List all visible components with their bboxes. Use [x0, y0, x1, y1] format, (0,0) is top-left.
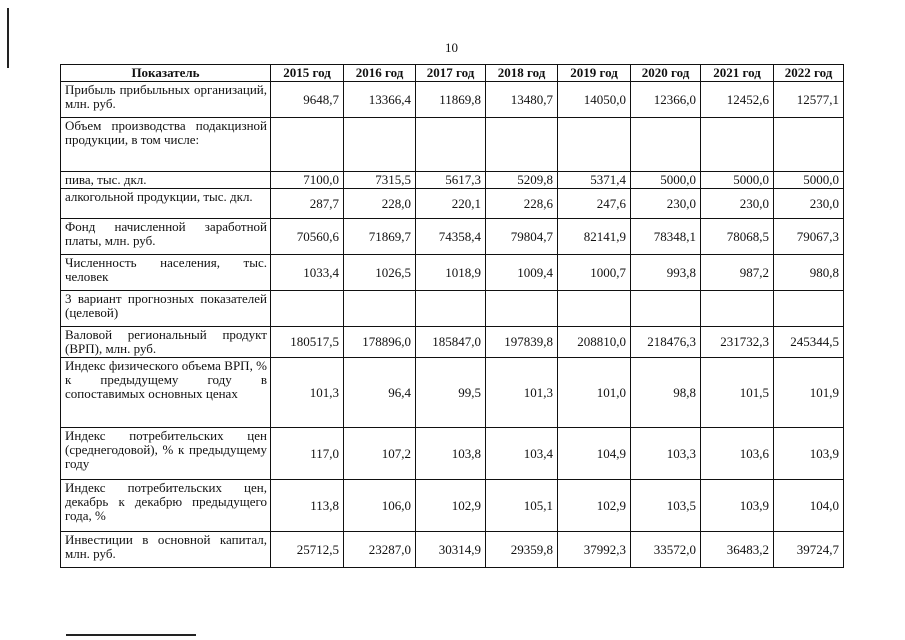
- value-cell-2019: [558, 118, 631, 172]
- value-cell-2016: 23287,0: [344, 532, 416, 568]
- value-cell-2017: [416, 118, 486, 172]
- value-cell-2020: 5000,0: [631, 172, 701, 189]
- value-cell-2021: 5000,0: [701, 172, 774, 189]
- header-year-2021: 2021 год: [701, 65, 774, 82]
- table-row: [61, 189, 844, 219]
- header-year-2022: 2022 год: [774, 65, 844, 82]
- row-label: Индекс физического объема ВРП, % к предыдущему году в сопоставимых основных ценах: [61, 358, 271, 428]
- row-label: Валовой региональный продукт (ВРП), млн. руб.: [61, 327, 271, 358]
- table-row: [61, 118, 844, 172]
- value-cell-2020: 993,8: [631, 255, 701, 291]
- row-label: Индекс потребительских цен, декабрь к декабрю предыдущего года, %: [61, 480, 271, 532]
- row-label: Инвестиции в основной капитал, млн. руб.: [61, 532, 271, 568]
- value-cell-2019: 14050,0: [558, 82, 631, 118]
- value-cell-2018: 29359,8: [486, 532, 558, 568]
- header-year-2018: 2018 год: [486, 65, 558, 82]
- value-cell-2020: 218476,3: [631, 327, 701, 358]
- table-row: [61, 219, 844, 255]
- value-cell-2017: 5617,3: [416, 172, 486, 189]
- value-cell-2021: 78068,5: [701, 219, 774, 255]
- header-year-2019: 2019 год: [558, 65, 631, 82]
- value-cell-2020: 33572,0: [631, 532, 701, 568]
- value-cell-2022: 5000,0: [774, 172, 844, 189]
- value-cell-2015: 117,0: [271, 428, 344, 480]
- value-cell-2019: 5371,4: [558, 172, 631, 189]
- header-year-2017: 2017 год: [416, 65, 486, 82]
- value-cell-2018: [486, 118, 558, 172]
- value-cell-2020: 103,5: [631, 480, 701, 532]
- row-label: Прибыль прибыльных организаций, млн. руб.: [61, 82, 271, 118]
- value-cell-2016: 7315,5: [344, 172, 416, 189]
- value-cell-2018: 5209,8: [486, 172, 558, 189]
- value-cell-2015: 25712,5: [271, 532, 344, 568]
- row-label: 3 вариант прогнозных показателей (целевой): [61, 291, 271, 327]
- value-cell-2021: 103,9: [701, 480, 774, 532]
- value-cell-2018: 1009,4: [486, 255, 558, 291]
- value-cell-2022: 101,9: [774, 358, 844, 428]
- value-cell-2020: [631, 291, 701, 327]
- value-cell-2018: 197839,8: [486, 327, 558, 358]
- table-row: [61, 532, 844, 568]
- value-cell-2015: [271, 118, 344, 172]
- value-cell-2016: [344, 291, 416, 327]
- value-cell-2017: 99,5: [416, 358, 486, 428]
- value-cell-2015: 101,3: [271, 358, 344, 428]
- value-cell-2018: [486, 291, 558, 327]
- value-cell-2017: 74358,4: [416, 219, 486, 255]
- value-cell-2019: 37992,3: [558, 532, 631, 568]
- value-cell-2022: 79067,3: [774, 219, 844, 255]
- value-cell-2020: 103,3: [631, 428, 701, 480]
- value-cell-2015: 113,8: [271, 480, 344, 532]
- value-cell-2020: 230,0: [631, 189, 701, 219]
- value-cell-2021: 36483,2: [701, 532, 774, 568]
- value-cell-2016: 96,4: [344, 358, 416, 428]
- table-body: [61, 82, 844, 568]
- value-cell-2017: [416, 291, 486, 327]
- value-cell-2015: 180517,5: [271, 327, 344, 358]
- value-cell-2018: 101,3: [486, 358, 558, 428]
- value-cell-2022: [774, 118, 844, 172]
- header-indicator: Показатель: [61, 65, 271, 82]
- value-cell-2022: 245344,5: [774, 327, 844, 358]
- value-cell-2015: [271, 291, 344, 327]
- scan-edge-bar: [7, 8, 9, 68]
- value-cell-2015: 9648,7: [271, 82, 344, 118]
- row-label: Индекс потребительских цен (среднегодовой), % к предыдущему году: [61, 428, 271, 480]
- table-header-row: [61, 65, 844, 82]
- value-cell-2020: 98,8: [631, 358, 701, 428]
- table-row: [61, 82, 844, 118]
- table-row: [61, 255, 844, 291]
- value-cell-2016: 178896,0: [344, 327, 416, 358]
- value-cell-2017: 30314,9: [416, 532, 486, 568]
- footnote-rule: [66, 634, 196, 636]
- value-cell-2016: 1026,5: [344, 255, 416, 291]
- value-cell-2022: [774, 291, 844, 327]
- value-cell-2021: 230,0: [701, 189, 774, 219]
- value-cell-2017: 1018,9: [416, 255, 486, 291]
- page-number: 10: [445, 40, 458, 55]
- header-year-2015: 2015 год: [271, 65, 344, 82]
- value-cell-2019: 1000,7: [558, 255, 631, 291]
- value-cell-2019: 101,0: [558, 358, 631, 428]
- value-cell-2021: [701, 118, 774, 172]
- value-cell-2020: [631, 118, 701, 172]
- value-cell-2018: 103,4: [486, 428, 558, 480]
- value-cell-2017: 102,9: [416, 480, 486, 532]
- value-cell-2019: [558, 291, 631, 327]
- row-label: Численность населения, тыс. человек: [61, 255, 271, 291]
- row-label: алкогольной продукции, тыс. дкл.: [61, 189, 271, 219]
- table-row: [61, 480, 844, 532]
- value-cell-2022: 39724,7: [774, 532, 844, 568]
- value-cell-2021: [701, 291, 774, 327]
- value-cell-2015: 1033,4: [271, 255, 344, 291]
- table-row: [61, 172, 844, 189]
- value-cell-2019: 104,9: [558, 428, 631, 480]
- value-cell-2018: 228,6: [486, 189, 558, 219]
- value-cell-2018: 105,1: [486, 480, 558, 532]
- value-cell-2021: 103,6: [701, 428, 774, 480]
- value-cell-2022: 104,0: [774, 480, 844, 532]
- value-cell-2017: 11869,8: [416, 82, 486, 118]
- value-cell-2020: 12366,0: [631, 82, 701, 118]
- header-year-2020: 2020 год: [631, 65, 701, 82]
- table-row: [61, 358, 844, 428]
- value-cell-2015: 70560,6: [271, 219, 344, 255]
- value-cell-2019: 247,6: [558, 189, 631, 219]
- table-row: [61, 428, 844, 480]
- value-cell-2022: 103,9: [774, 428, 844, 480]
- indicators-table: [60, 64, 844, 568]
- row-label: пива, тыс. дкл.: [61, 172, 271, 189]
- table-row: [61, 327, 844, 358]
- value-cell-2016: 106,0: [344, 480, 416, 532]
- value-cell-2019: 82141,9: [558, 219, 631, 255]
- value-cell-2022: 230,0: [774, 189, 844, 219]
- header-year-2016: 2016 год: [344, 65, 416, 82]
- row-label: Объем производства подакцизной продукции, в том числе:: [61, 118, 271, 172]
- value-cell-2022: 12577,1: [774, 82, 844, 118]
- value-cell-2021: 987,2: [701, 255, 774, 291]
- value-cell-2016: 107,2: [344, 428, 416, 480]
- value-cell-2021: 12452,6: [701, 82, 774, 118]
- value-cell-2018: 13480,7: [486, 82, 558, 118]
- value-cell-2021: 101,5: [701, 358, 774, 428]
- value-cell-2017: 185847,0: [416, 327, 486, 358]
- value-cell-2016: 228,0: [344, 189, 416, 219]
- value-cell-2015: 7100,0: [271, 172, 344, 189]
- value-cell-2016: 13366,4: [344, 82, 416, 118]
- value-cell-2019: 208810,0: [558, 327, 631, 358]
- value-cell-2016: 71869,7: [344, 219, 416, 255]
- value-cell-2022: 980,8: [774, 255, 844, 291]
- row-label: Фонд начисленной заработной платы, млн. руб.: [61, 219, 271, 255]
- value-cell-2017: 220,1: [416, 189, 486, 219]
- value-cell-2021: 231732,3: [701, 327, 774, 358]
- value-cell-2016: [344, 118, 416, 172]
- value-cell-2015: 287,7: [271, 189, 344, 219]
- value-cell-2017: 103,8: [416, 428, 486, 480]
- value-cell-2018: 79804,7: [486, 219, 558, 255]
- value-cell-2020: 78348,1: [631, 219, 701, 255]
- value-cell-2019: 102,9: [558, 480, 631, 532]
- table-row: [61, 291, 844, 327]
